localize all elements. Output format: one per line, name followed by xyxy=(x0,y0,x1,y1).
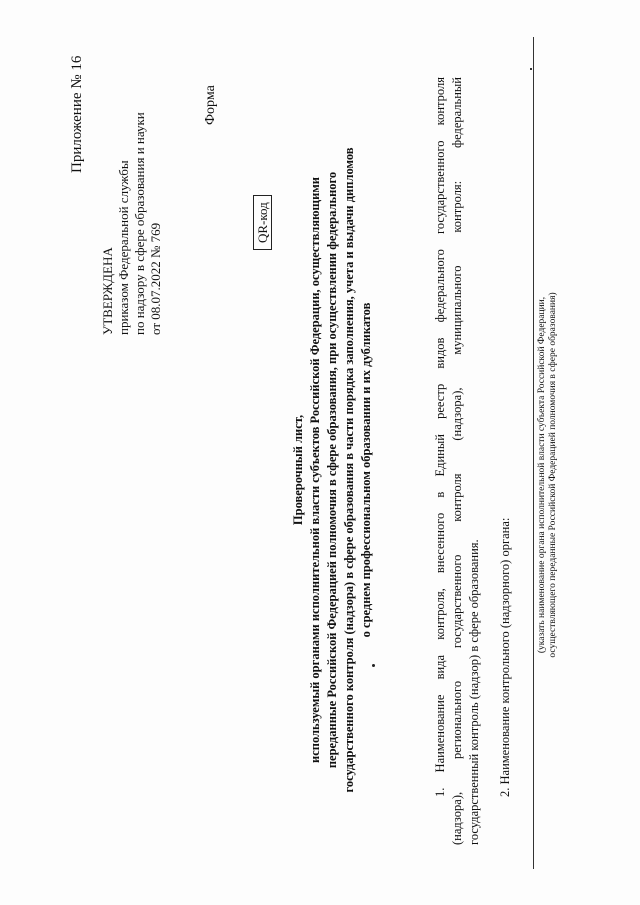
title-line: Проверочный лист, xyxy=(291,414,305,526)
stray-dot xyxy=(372,664,375,667)
approval-line: по надзору в сфере образования и науки xyxy=(132,112,147,335)
approval-line: приказом Федеральной службы xyxy=(116,160,131,335)
title-line: государственного контроля (надзора) в сфере образования в части порядка заполнения, учета и выдачи дипломов xyxy=(342,147,356,793)
item-1-line: государственный контроль (надзор) в сфере образования. xyxy=(467,539,481,845)
qr-code-box: QR-код xyxy=(253,195,272,250)
fill-in-caption xyxy=(537,255,559,695)
approval-line: УТВЕРЖДЕНА xyxy=(100,247,115,335)
line-mark xyxy=(530,68,532,70)
document-title xyxy=(290,105,375,835)
approval-block xyxy=(100,112,164,335)
caption-line: осуществляющего переданные Российской Федерацией полномочия в сфере образования) xyxy=(548,292,558,658)
title-line: используемый органами исполнительной власти субъектов Российской Федерации, осуществляющими xyxy=(308,177,322,763)
fill-in-line[interactable] xyxy=(533,37,534,869)
item-1-line: 1. Наименование вида контроля, внесенного в Единый реестр видов федерального государственного контроля xyxy=(433,77,447,797)
title-line: о среднем профессиональном образовании и их дубликатов xyxy=(359,302,373,638)
title-line: переданные Российской Федерацией полномочия в сфере образования, при осуществлении федерального xyxy=(325,171,339,769)
form-label: Форма xyxy=(203,85,218,125)
annex-number: Приложение № 16 xyxy=(69,55,85,173)
item-1-line: (надзора), регионального государственного контроля (надзора), муниципального контроля: федеральный xyxy=(450,77,464,845)
item-2-text: 2. Наименование контрольного (надзорного) органа: xyxy=(498,517,512,797)
approval-line: от 08.07.2022 № 769 xyxy=(148,222,163,335)
item-1-paragraph xyxy=(432,77,483,845)
caption-line: (указать наименование органа исполнительной власти субъекта Российской Федерации, xyxy=(537,296,547,654)
